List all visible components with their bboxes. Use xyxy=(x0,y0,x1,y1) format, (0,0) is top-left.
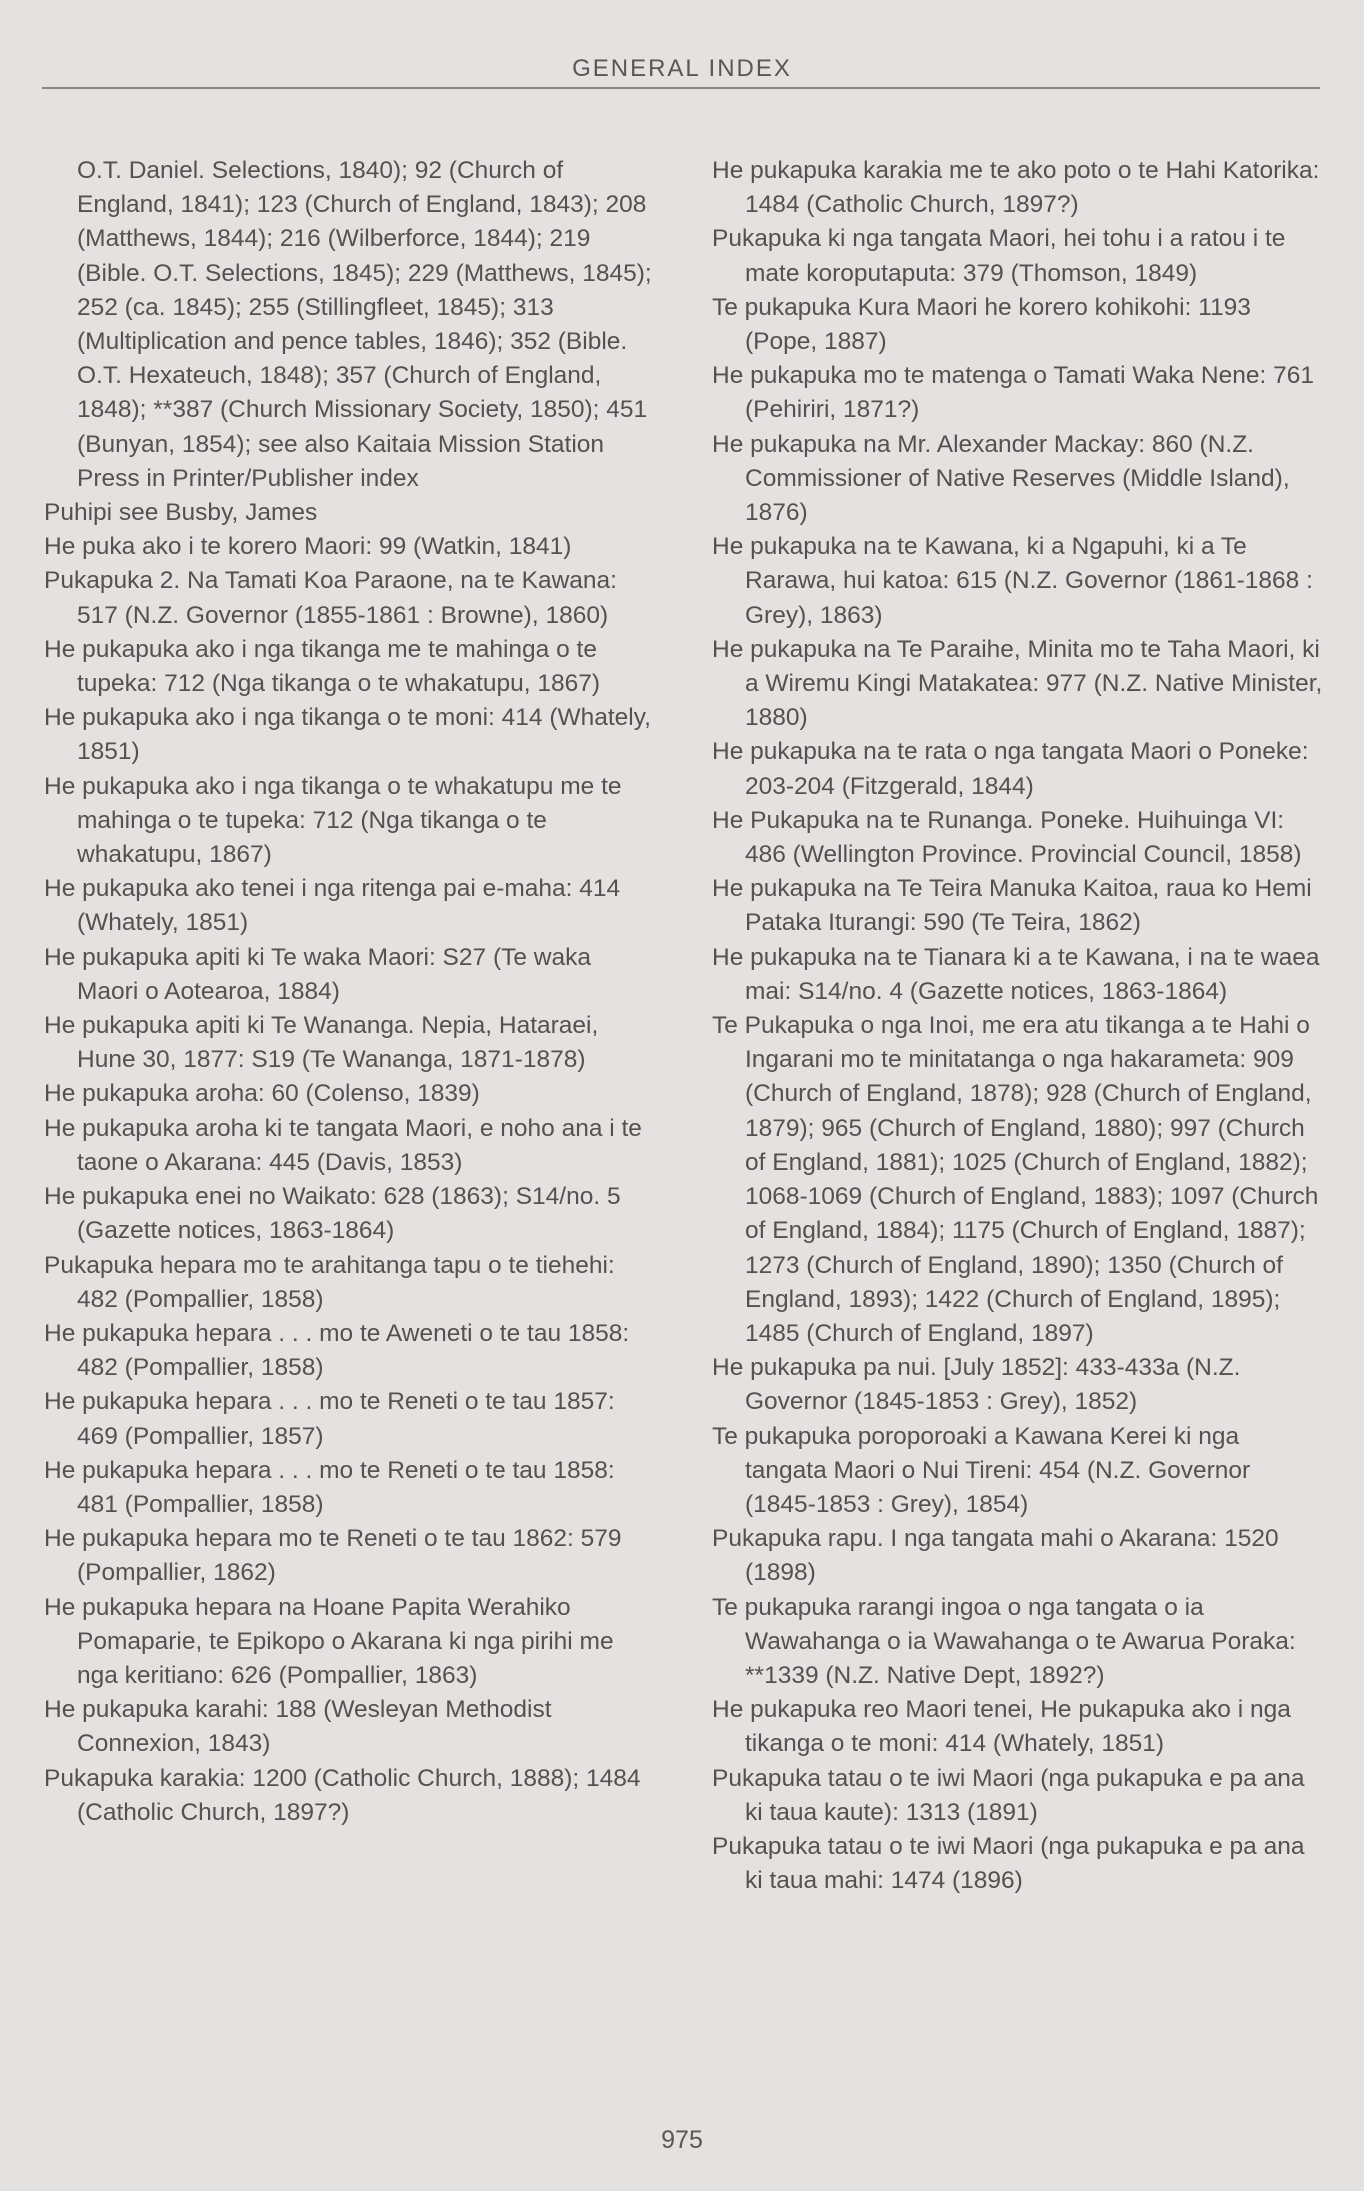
index-entry: He pukapuka pa nui. [July 1852]: 433-433a (N.Z. Governor (1845-1853 : Grey), 1852) xyxy=(712,1354,1241,1416)
index-column-left xyxy=(44,154,654,1830)
index-entry: Pukapuka rapu. I nga tangata mahi o Akarana: 1520 (1898) xyxy=(712,1525,1279,1587)
page-number: 975 xyxy=(661,2126,703,2154)
index-entry: He pukapuka na Mr. Alexander Mackay: 860 (N.Z. Commissioner of Native Reserves (Middle Island), 1876) xyxy=(712,430,1290,527)
index-entry: He pukapuka reo Maori tenei, He pukapuka ako i nga tikanga o te moni: 414 (Whately, 1851) xyxy=(712,1696,1291,1758)
index-entry: Te pukapuka Kura Maori he korero kohikohi: 1193 (Pope, 1887) xyxy=(712,293,1251,356)
index-entry: He pukapuka hepara na Hoane Papita Werahiko Pomaparie, te Epikopo o Akarana ki nga pirihi me nga keritiano: 626 (Pompallier, 1863) xyxy=(44,1593,614,1689)
index-entry: He pukapuka apiti ki Te Wananga. Nepia, Hataraei, Hune 30, 1877: S19 (Te Wananga, 1871-1878) xyxy=(44,1012,599,1074)
index-entry: He pukapuka na Te Paraihe, Minita mo te Taha Maori, ki a Wiremu Kingi Matakatea: 977 (N.Z. Native Minister, 1880) xyxy=(712,635,1323,732)
index-entry: He pukapuka apiti ki Te waka Maori: S27 (Te waka Maori o Aotearoa, 1884) xyxy=(44,943,591,1005)
index-entry: Puhipi see Busby, James xyxy=(44,499,318,527)
index-entry: He pukapuka na Te Teira Manuka Kaitoa, raua ko Hemi Pataka Iturangi: 590 (Te Teira, 1862) xyxy=(712,875,1312,937)
index-entry: Te Pukapuka o nga Inoi, me era atu tikanga a te Hahi o Ingarani mo te minitatanga o nga hakarameta: 909 (Church of England, 1878); 928 (Church of England, 1879); 965 (Church of England, 1880); 997 (Church of England, 1881); 1025 (Church of England, 1882); 1068-1069 (Church of England, 1883); 1097 (Church of England, 1884); 1175 (Church of England, 1887); 1273 (Church of England, 1890); 1350 (Church of England, 1893); 1422 (Church of England, 1895); 1485 (Church of England, 1897) xyxy=(712,1012,1319,1347)
index-entry: He pukapuka ako i nga tikanga o te whakatupu me te mahinga o te tupeka: 712 (Nga tikanga o te whakatupu, 1867) xyxy=(44,772,622,869)
index-entry: He pukapuka aroha ki te tangata Maori, e noho ana i te taone o Akarana: 445 (Davis, 1853) xyxy=(44,1114,642,1176)
index-entry: Pukapuka 2. Na Tamati Koa Paraone, na te Kawana: 517 (N.Z. Governor (1855-1861 : Browne), 1860) xyxy=(44,567,617,629)
index-entry: Pukapuka karakia: 1200 (Catholic Church, 1888); 1484 (Catholic Church, 1897?) xyxy=(44,1764,641,1826)
index-entry: He pukapuka hepara mo te Reneti o te tau 1862: 579 (Pompallier, 1862) xyxy=(44,1525,622,1587)
index-entry: He pukapuka enei no Waikato: 628 (1863); S14/no. 5 (Gazette notices, 1863-1864) xyxy=(44,1183,621,1245)
index-entry: Pukapuka tatau o te iwi Maori (nga pukapuka e pa ana ki taua mahi: 1474 (1896) xyxy=(712,1832,1305,1895)
index-entry: He pukapuka karakia me te ako poto o te Hahi Katorika: 1484 (Catholic Church, 1897?) xyxy=(712,157,1320,219)
index-entry: He pukapuka hepara . . . mo te Reneti o te tau 1857: 469 (Pompallier, 1857) xyxy=(44,1388,615,1450)
index-entry: Pukapuka hepara mo te arahitanga tapu o te tiehehi: 482 (Pompallier, 1858) xyxy=(44,1251,615,1313)
index-entry: He pukapuka ako i nga tikanga o te moni: 414 (Whately, 1851) xyxy=(44,704,651,766)
index-entry: He Pukapuka na te Runanga. Poneke. Huihuinga VI: 486 (Wellington Province. Provincial Council, 1858) xyxy=(712,806,1302,869)
index-entry: Pukapuka tatau o te iwi Maori (nga pukapuka e pa ana ki taua kaute): 1313 (1891) xyxy=(712,1764,1305,1826)
index-entry: Te pukapuka rarangi ingoa o nga tangata o ia Wawahanga o ia Wawahanga o te Awarua Poraka: **1339 (N.Z. Native Dept, 1892?) xyxy=(712,1593,1296,1689)
index-entry: He pukapuka ako i nga tikanga me te mahinga o te tupeka: 712 (Nga tikanga o te whakatupu, 1867) xyxy=(44,635,601,698)
index-entry: He pukapuka na te Tianara ki a te Kawana, i na te waea mai: S14/no. 4 (Gazette notices, 1863-1864) xyxy=(712,943,1320,1005)
index-entry: He pukapuka karahi: 188 (Wesleyan Methodist Connexion, 1843) xyxy=(44,1696,552,1758)
index-column-right xyxy=(712,154,1324,1898)
index-entry: He pukapuka mo te matenga o Tamati Waka Nene: 761 (Pehiriri, 1871?) xyxy=(712,362,1314,424)
index-entry: Pukapuka ki nga tangata Maori, hei tohu i a ratou i te mate koroputaputa: 379 (Thomson, 1849) xyxy=(712,225,1286,287)
header-rule xyxy=(42,87,1320,89)
index-entry: He pukapuka ako tenei i nga ritenga pai e-maha: 414 (Whately, 1851) xyxy=(44,875,621,937)
index-entry: He pukapuka hepara . . . mo te Reneti o te tau 1858: 481 (Pompallier, 1858) xyxy=(44,1456,615,1518)
index-entry: Te pukapuka poroporoaki a Kawana Kerei ki nga tangata Maori o Nui Tireni: 454 (N.Z. Governor (1845-1853 : Grey), 1854) xyxy=(712,1422,1251,1518)
index-entry-continued: O.T. Daniel. Selections, 1840); 92 (Church of England, 1841); 123 (Church of England, 1843); 208 (Matthews, 1844); 216 (Wilberforce, 1844); 219 (Bible. O.T. Selections, 1845); 229 (Matthews, 1845); 252 (ca. 1845); 255 (Stillingfleet, 1845); 313 (Multiplication and pence tables, 1846); 352 (Bible. O.T. Hexateuch, 1848); 357 (Church of England, 1848); **387 (Church Missionary Society, 1850); 451 (Bunyan, 1854); see also Kaitaia Mission Station Press in Printer/Publisher index xyxy=(77,157,652,492)
index-entry: He pukapuka na te rata o nga tangata Maori o Poneke: 203-204 (Fitzgerald, 1844) xyxy=(712,738,1309,800)
running-head: GENERAL INDEX xyxy=(572,55,792,82)
index-entry: He puka ako i te korero Maori: 99 (Watkin, 1841) xyxy=(44,533,572,561)
index-entry: He pukapuka na te Kawana, ki a Ngapuhi, ki a Te Rarawa, hui katoa: 615 (N.Z. Governor (1861-1868 : Grey), 1863) xyxy=(712,533,1313,629)
index-entry: He pukapuka hepara . . . mo te Aweneti o te tau 1858: 482 (Pompallier, 1858) xyxy=(44,1319,630,1382)
index-entry: He pukapuka aroha: 60 (Colenso, 1839) xyxy=(44,1080,480,1108)
